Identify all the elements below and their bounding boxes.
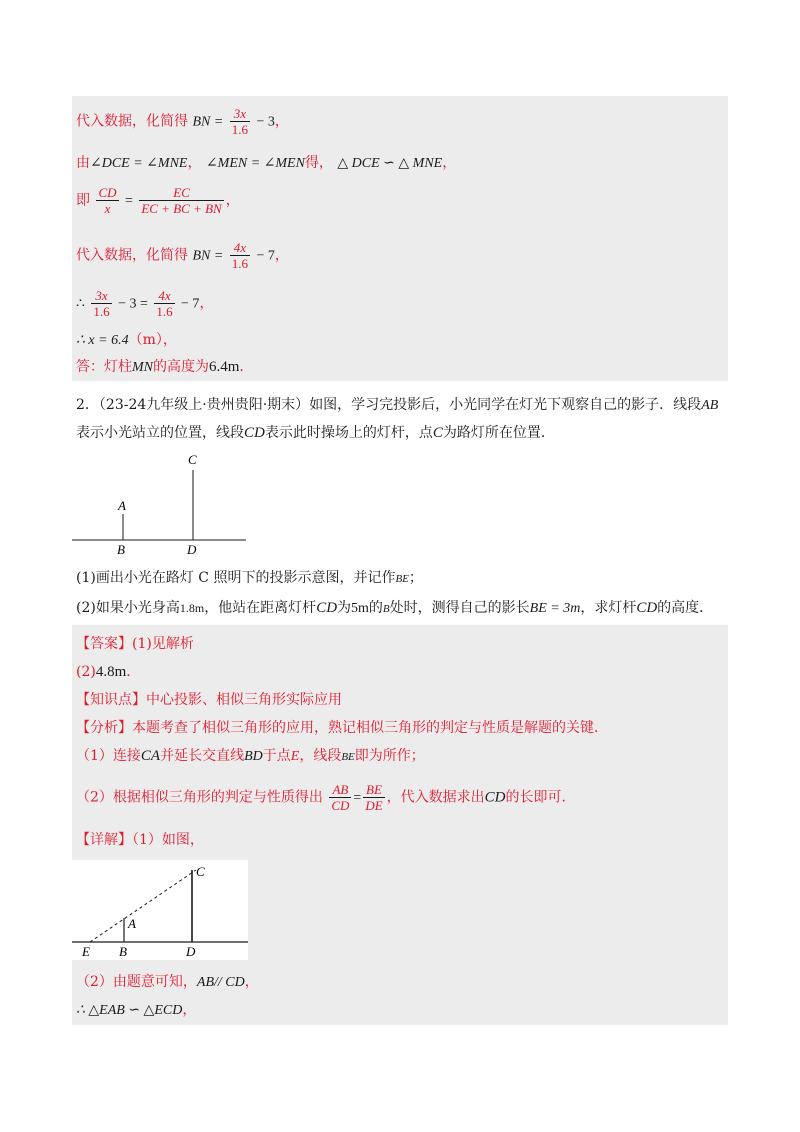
label-d: D — [186, 944, 196, 959]
fraction: $\frac{3x}{1.6}$ — [231, 106, 248, 137]
solution-line-4: 代入数据，化简得 BN = $\frac{4x}{1.6}$ − 7， — [76, 240, 289, 271]
solution-block-problem-2 — [72, 625, 728, 1025]
fraction: $\frac{EC}{EC + BC + BN}$ — [141, 185, 222, 216]
solution-line-1: 代入数据，化简得 BN = $\frac{3x}{1.6}$ − 3， — [76, 106, 289, 137]
knowledge-point: 【知识点】中心投影、相似三角形实际应用 — [76, 692, 342, 708]
fraction: $\frac{4x}{1.6}$ — [231, 240, 248, 271]
figure-1-diagram — [70, 450, 250, 560]
solution-line-6: ∴ x = 6.4（m）， — [76, 332, 177, 348]
fraction: $\frac{3x}{1.6}$ — [93, 288, 110, 319]
solution-line-5: ∴ $\frac{3x}{1.6}$ − 3 = $\frac{4x}{1.6}$ − 7， — [76, 288, 214, 319]
label-a: A — [118, 498, 126, 513]
fraction: $\frac{4x}{1.6}$ — [156, 288, 173, 319]
question-1: (1)画出小光在路灯 C 照明下的投影示意图，并记作BE； — [76, 570, 423, 586]
fraction: $\frac{CD}{x}$ — [98, 185, 117, 216]
fraction: $\frac{BE}{DE}$ — [365, 782, 383, 813]
label-b: B — [117, 542, 125, 557]
question-2: (2)如果小光身高1.8m，他站在距离灯杆CD为5m的B处时，测得自己的影长BE = 3m，求灯杆CD的高度． — [76, 600, 714, 616]
label-b: B — [119, 944, 127, 959]
label-e: E — [82, 944, 90, 959]
label-c: C — [196, 864, 205, 879]
label-c: C — [188, 452, 197, 467]
fraction: $\frac{AB}{CD}$ — [331, 782, 350, 813]
answer-line-2: (2)4.8m． — [76, 664, 141, 680]
analysis: 【分析】本题考查了相似三角形的应用，熟记相似三角形的判定与性质是解题的关键． — [76, 720, 608, 736]
answer-line-1: 【答案】(1)见解析 — [76, 636, 194, 652]
analysis-step-1: （1）连接CA并延长交直线BD于点E，线段BE即为所作； — [76, 748, 425, 764]
detail-step-2: （2）由题意可知，AB// CD， — [76, 974, 259, 990]
equation: BN = — [192, 114, 224, 130]
problem-2-line-1: 2．（23-24九年级上·贵州贵阳·期末）如图，学习完投影后，小光同学在灯光下观察自己的影子．线段AB — [76, 397, 719, 413]
problem-2-line-2: 表示小光站立的位置，线段CD表示此时操场上的灯杆，点C为路灯所在位置． — [76, 425, 555, 441]
label-a: A — [128, 916, 136, 931]
label-d: D — [187, 542, 197, 557]
figure-2-diagram — [72, 860, 248, 960]
detail-heading: 【详解】（1）如图， — [76, 832, 204, 848]
solution-line-2: 由∠DCE = ∠MNE， ∠MEN = ∠MEN得， △ DCE ∽ △ MNE， — [76, 155, 457, 171]
solution-line-7: 答：灯柱MN的高度为6.4m． — [76, 359, 254, 375]
detail-step-3: ∴ △EAB ∽ △ECD， — [76, 1002, 197, 1018]
analysis-step-2: （2）根据相似三角形的判定与性质得出 $\frac{AB}{CD}$ = $\frac{BE}{DE}$ ，代入数据求出CD的长即可． — [76, 782, 576, 813]
solution-line-3: 即 $\frac{CD}{x}$ = $\frac{EC}{EC + BC + BN}$ ， — [76, 185, 240, 216]
